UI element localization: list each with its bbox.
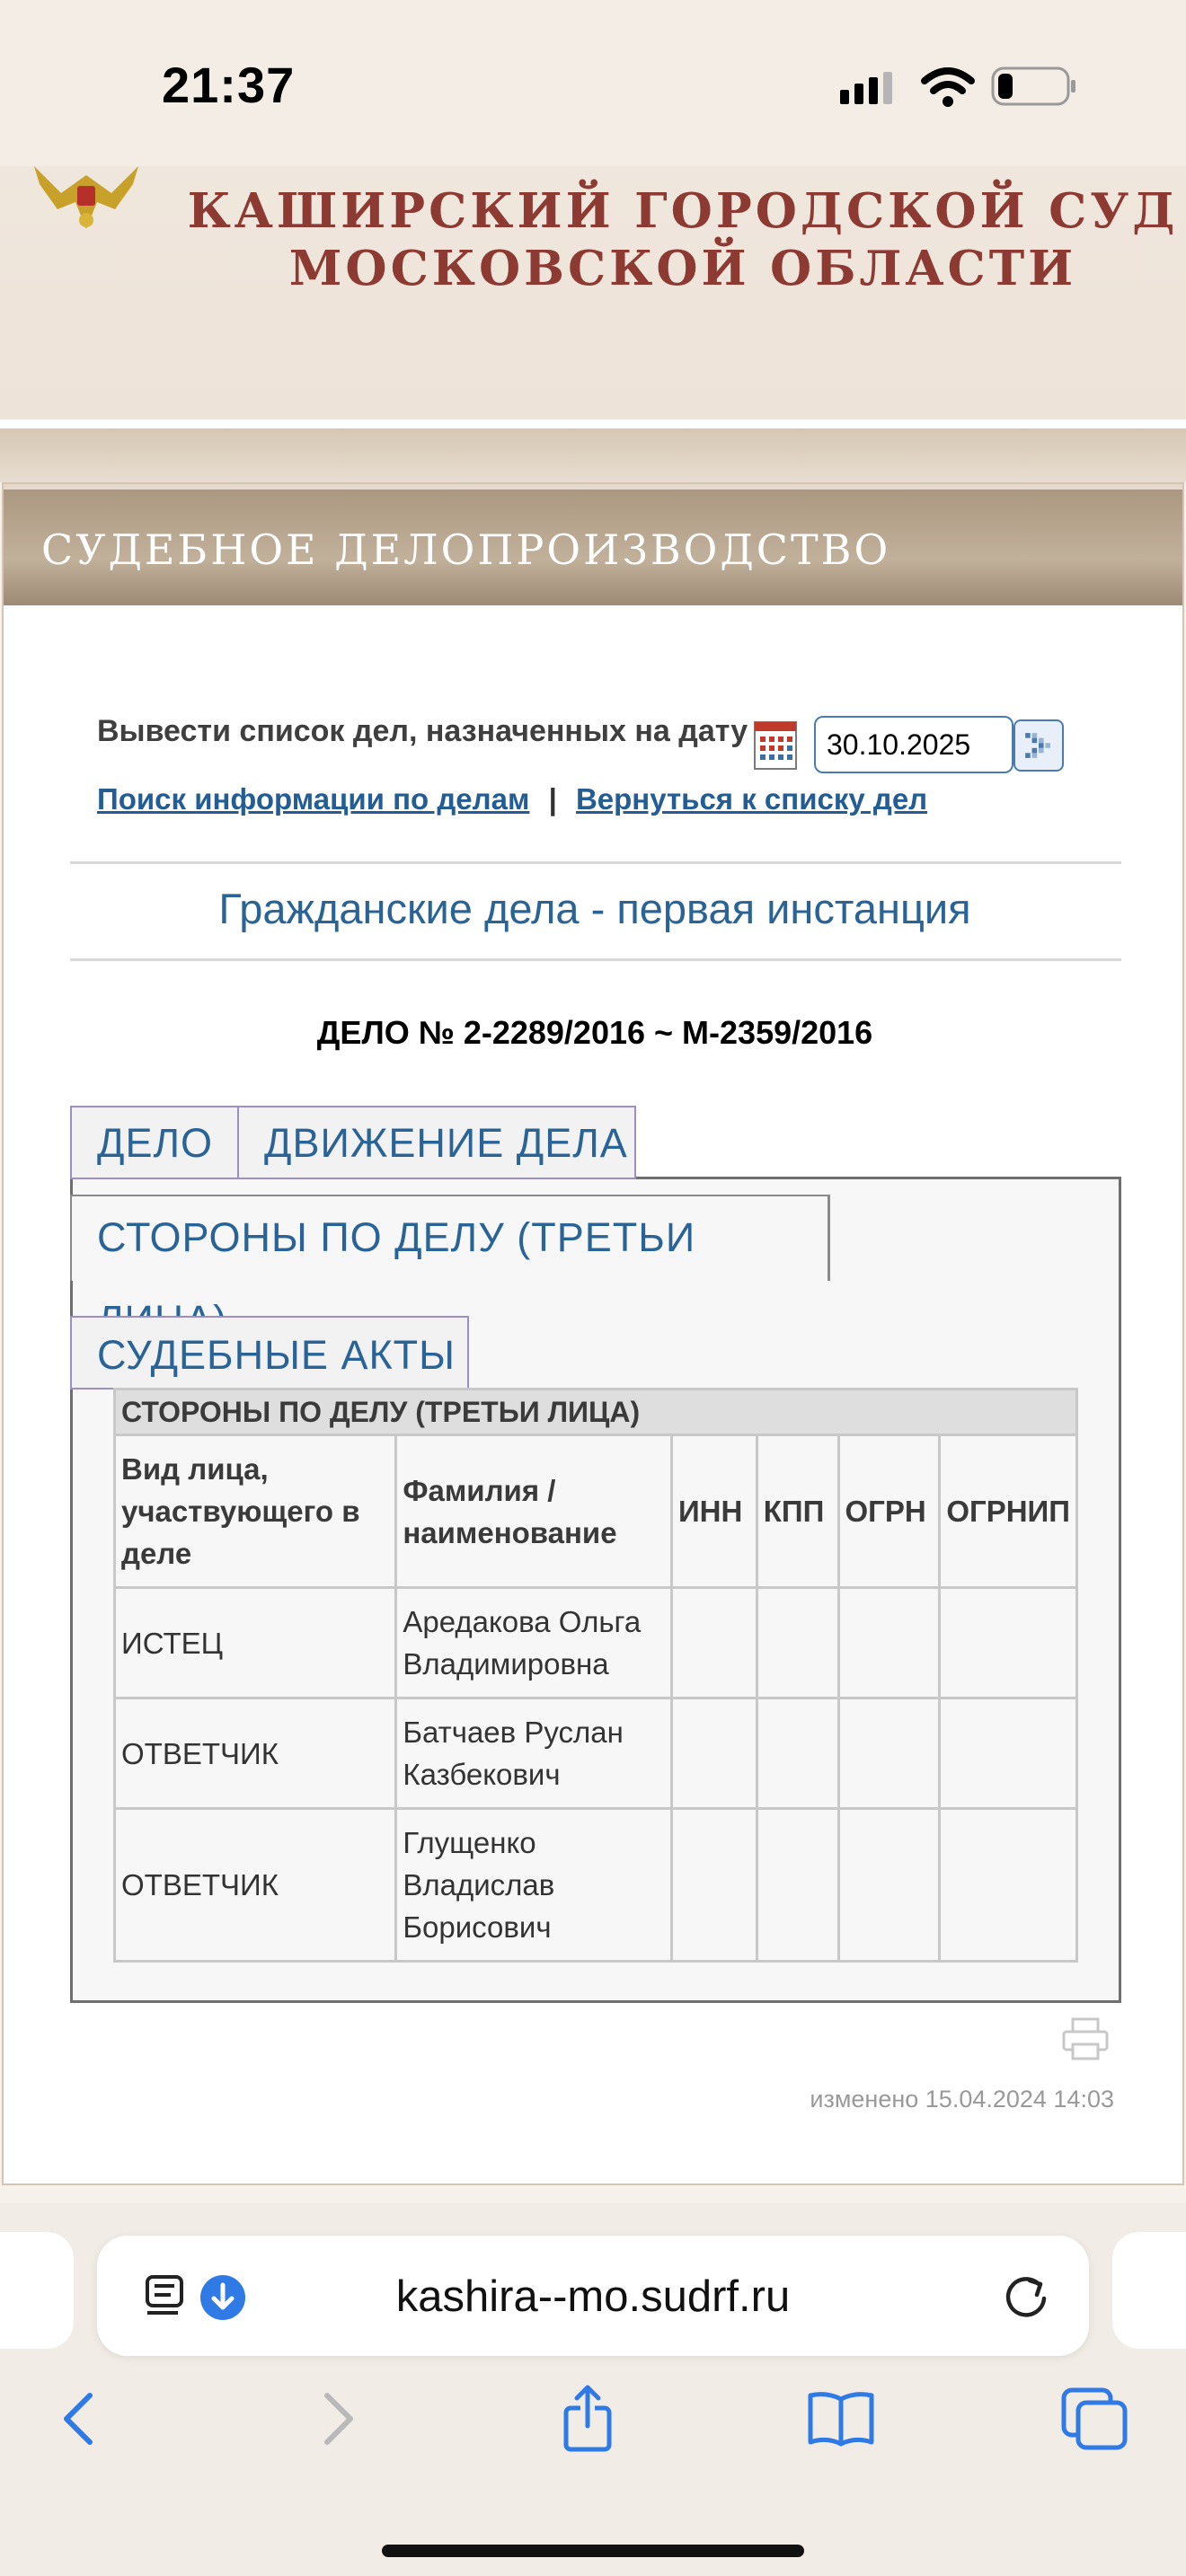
cell-inn: [671, 1588, 757, 1698]
status-bar: [0, 0, 1186, 166]
cell-name: Глущенко Владислав Борисович: [396, 1809, 672, 1962]
cell-kpp: [757, 1588, 838, 1698]
tab-case-movement[interactable]: ДВИЖЕНИЕ ДЕЛА: [237, 1106, 636, 1179]
cell-ogrnip: [940, 1809, 1077, 1962]
column-header-ogrnip: ОГРНИП: [940, 1435, 1077, 1588]
section-bar: [4, 484, 1182, 605]
column-header-name: Фамилия / наименование: [396, 1435, 672, 1588]
cell-ogrn: [838, 1588, 940, 1698]
case-number: ДЕЛО № 2-2289/2016 ~ М-2359/2016: [316, 1014, 873, 1051]
table-row: [115, 1698, 1077, 1809]
subsection-title: Гражданские дела - первая инстанция: [218, 885, 971, 932]
calendar-icon[interactable]: [753, 719, 798, 771]
column-header-ogrn: ОГРН: [838, 1435, 940, 1588]
links-separator: |: [548, 782, 557, 816]
cell-inn: [671, 1809, 757, 1962]
header-divider: [0, 419, 1186, 428]
bookmarks-icon[interactable]: [805, 2383, 877, 2455]
cell-role: ОТВЕТЧИК: [115, 1809, 396, 1962]
date-filter-label: Вывести список дел, назначенных на дату: [97, 714, 748, 748]
cell-kpp: [757, 1698, 838, 1809]
table-header-row: [115, 1435, 1077, 1588]
cell-name: Аредакова Ольга Владимировна: [396, 1588, 672, 1698]
column-header-role: Вид лица, участвующего в деле: [115, 1435, 396, 1588]
arrow-right-icon: [1015, 721, 1062, 770]
modified-timestamp: изменено 15.04.2024 14:03: [810, 2086, 1114, 2113]
table-caption-row: [115, 1389, 1077, 1435]
url-text: kashira--mo.sudrf.ru: [395, 2272, 791, 2321]
cell-ogrnip: [940, 1698, 1077, 1809]
cellular-signal-icon: [840, 72, 930, 108]
back-icon[interactable]: [43, 2383, 115, 2455]
address-bar[interactable]: [97, 2236, 1089, 2356]
nav-links: [97, 782, 927, 816]
cell-inn: [671, 1698, 757, 1809]
home-indicator: [382, 2545, 804, 2557]
column-header-kpp: КПП: [757, 1435, 838, 1588]
cell-role: ИСТЕЦ: [115, 1588, 396, 1698]
back-to-list-link[interactable]: Вернуться к списку дел: [575, 782, 928, 816]
divider-bottom: [70, 958, 1121, 961]
tab-case[interactable]: ДЕЛО: [70, 1106, 239, 1179]
court-title-line2: МОСКОВСКОЙ ОБЛАСТИ: [288, 241, 1077, 296]
cell-ogrnip: [940, 1588, 1077, 1698]
cell-role: ОТВЕТЧИК: [115, 1698, 396, 1809]
reload-icon[interactable]: [1003, 2273, 1051, 2322]
table-row: [115, 1809, 1077, 1962]
cell-ogrn: [838, 1809, 940, 1962]
main-card: [2, 482, 1184, 2185]
table-caption: СТОРОНЫ ПО ДЕЛУ (ТРЕТЬИ ЛИЦА): [115, 1389, 1077, 1435]
section-title: СУДЕБНОЕ ДЕЛОПРОИЗВОДСТВО: [41, 525, 891, 574]
decorative-band: [0, 428, 1186, 482]
cell-ogrn: [838, 1698, 940, 1809]
share-icon[interactable]: [552, 2383, 624, 2455]
status-time: 21:37: [162, 57, 296, 113]
forward-icon[interactable]: [302, 2383, 374, 2455]
tabs-icon[interactable]: [1058, 2383, 1130, 2455]
divider-top: [70, 861, 1121, 864]
next-tab-preview[interactable]: [1112, 2232, 1186, 2349]
site-header: [0, 166, 1186, 419]
coat-of-arms-emblem: [25, 166, 147, 238]
court-title: [180, 182, 1186, 297]
battery-icon: [991, 66, 1077, 106]
go-button[interactable]: [1013, 719, 1064, 772]
column-header-inn: ИНН: [671, 1435, 757, 1588]
cell-kpp: [757, 1809, 838, 1962]
browser-toolbar: [0, 2203, 1186, 2576]
tab-parties[interactable]: СТОРОНЫ ПО ДЕЛУ (ТРЕТЬИ: [70, 1195, 830, 1281]
print-icon[interactable]: [1062, 2017, 1109, 2062]
wifi-icon: [921, 65, 975, 110]
tab-court-acts[interactable]: СУДЕБНЫЕ АКТЫ: [70, 1316, 469, 1389]
previous-tab-preview[interactable]: [0, 2232, 74, 2349]
table-row: [115, 1588, 1077, 1698]
search-cases-link[interactable]: Поиск информации по делам: [97, 782, 530, 816]
cell-name: Батчаев Руслан Казбекович: [396, 1698, 672, 1809]
court-title-line1: КАШИРСКИЙ ГОРОДСКОЙ СУД: [187, 183, 1179, 239]
date-input[interactable]: [814, 716, 1013, 773]
parties-table: [113, 1388, 1078, 1963]
